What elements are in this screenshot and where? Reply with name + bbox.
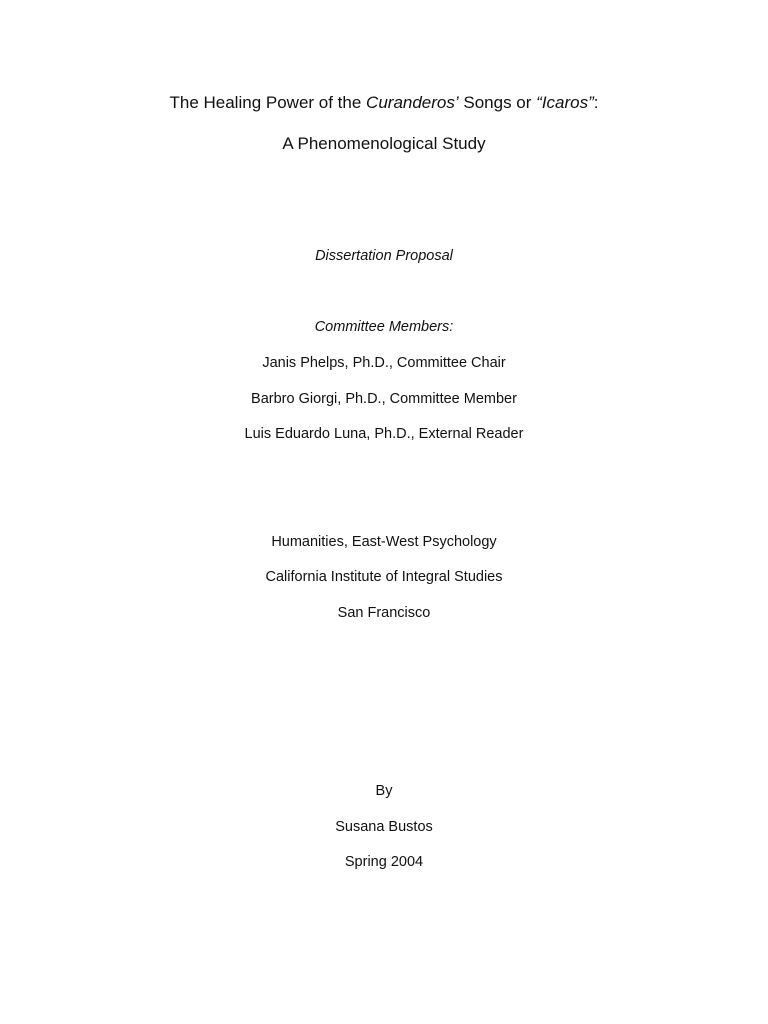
title-text-1: The Healing Power of the	[169, 93, 367, 112]
title-colon: :	[593, 93, 599, 112]
by-label: By	[375, 783, 393, 799]
institution-name: California Institute of Integral Studies	[265, 569, 503, 585]
title-icaros: “Icaros”	[536, 93, 594, 112]
title-curanderos: Curanderos’	[366, 93, 459, 112]
program-name: Humanities, East-West Psychology	[271, 534, 497, 550]
committee-member: Barbro Giorgi, Ph.D., Committee Member	[251, 391, 517, 407]
title-text-2: Songs or	[458, 93, 537, 112]
submission-date: Spring 2004	[344, 854, 424, 870]
institution-city: San Francisco	[337, 605, 431, 621]
committee-member: Janis Phelps, Ph.D., Committee Chair	[262, 355, 506, 371]
title-line-2: A Phenomenological Study	[282, 134, 486, 153]
author-name: Susana Bustos	[335, 819, 433, 835]
committee-heading: Committee Members:	[314, 319, 454, 335]
title-line-1	[0, 93, 768, 113]
document-type: Dissertation Proposal	[315, 248, 453, 264]
committee-member: Luis Eduardo Luna, Ph.D., External Reader	[244, 426, 524, 442]
